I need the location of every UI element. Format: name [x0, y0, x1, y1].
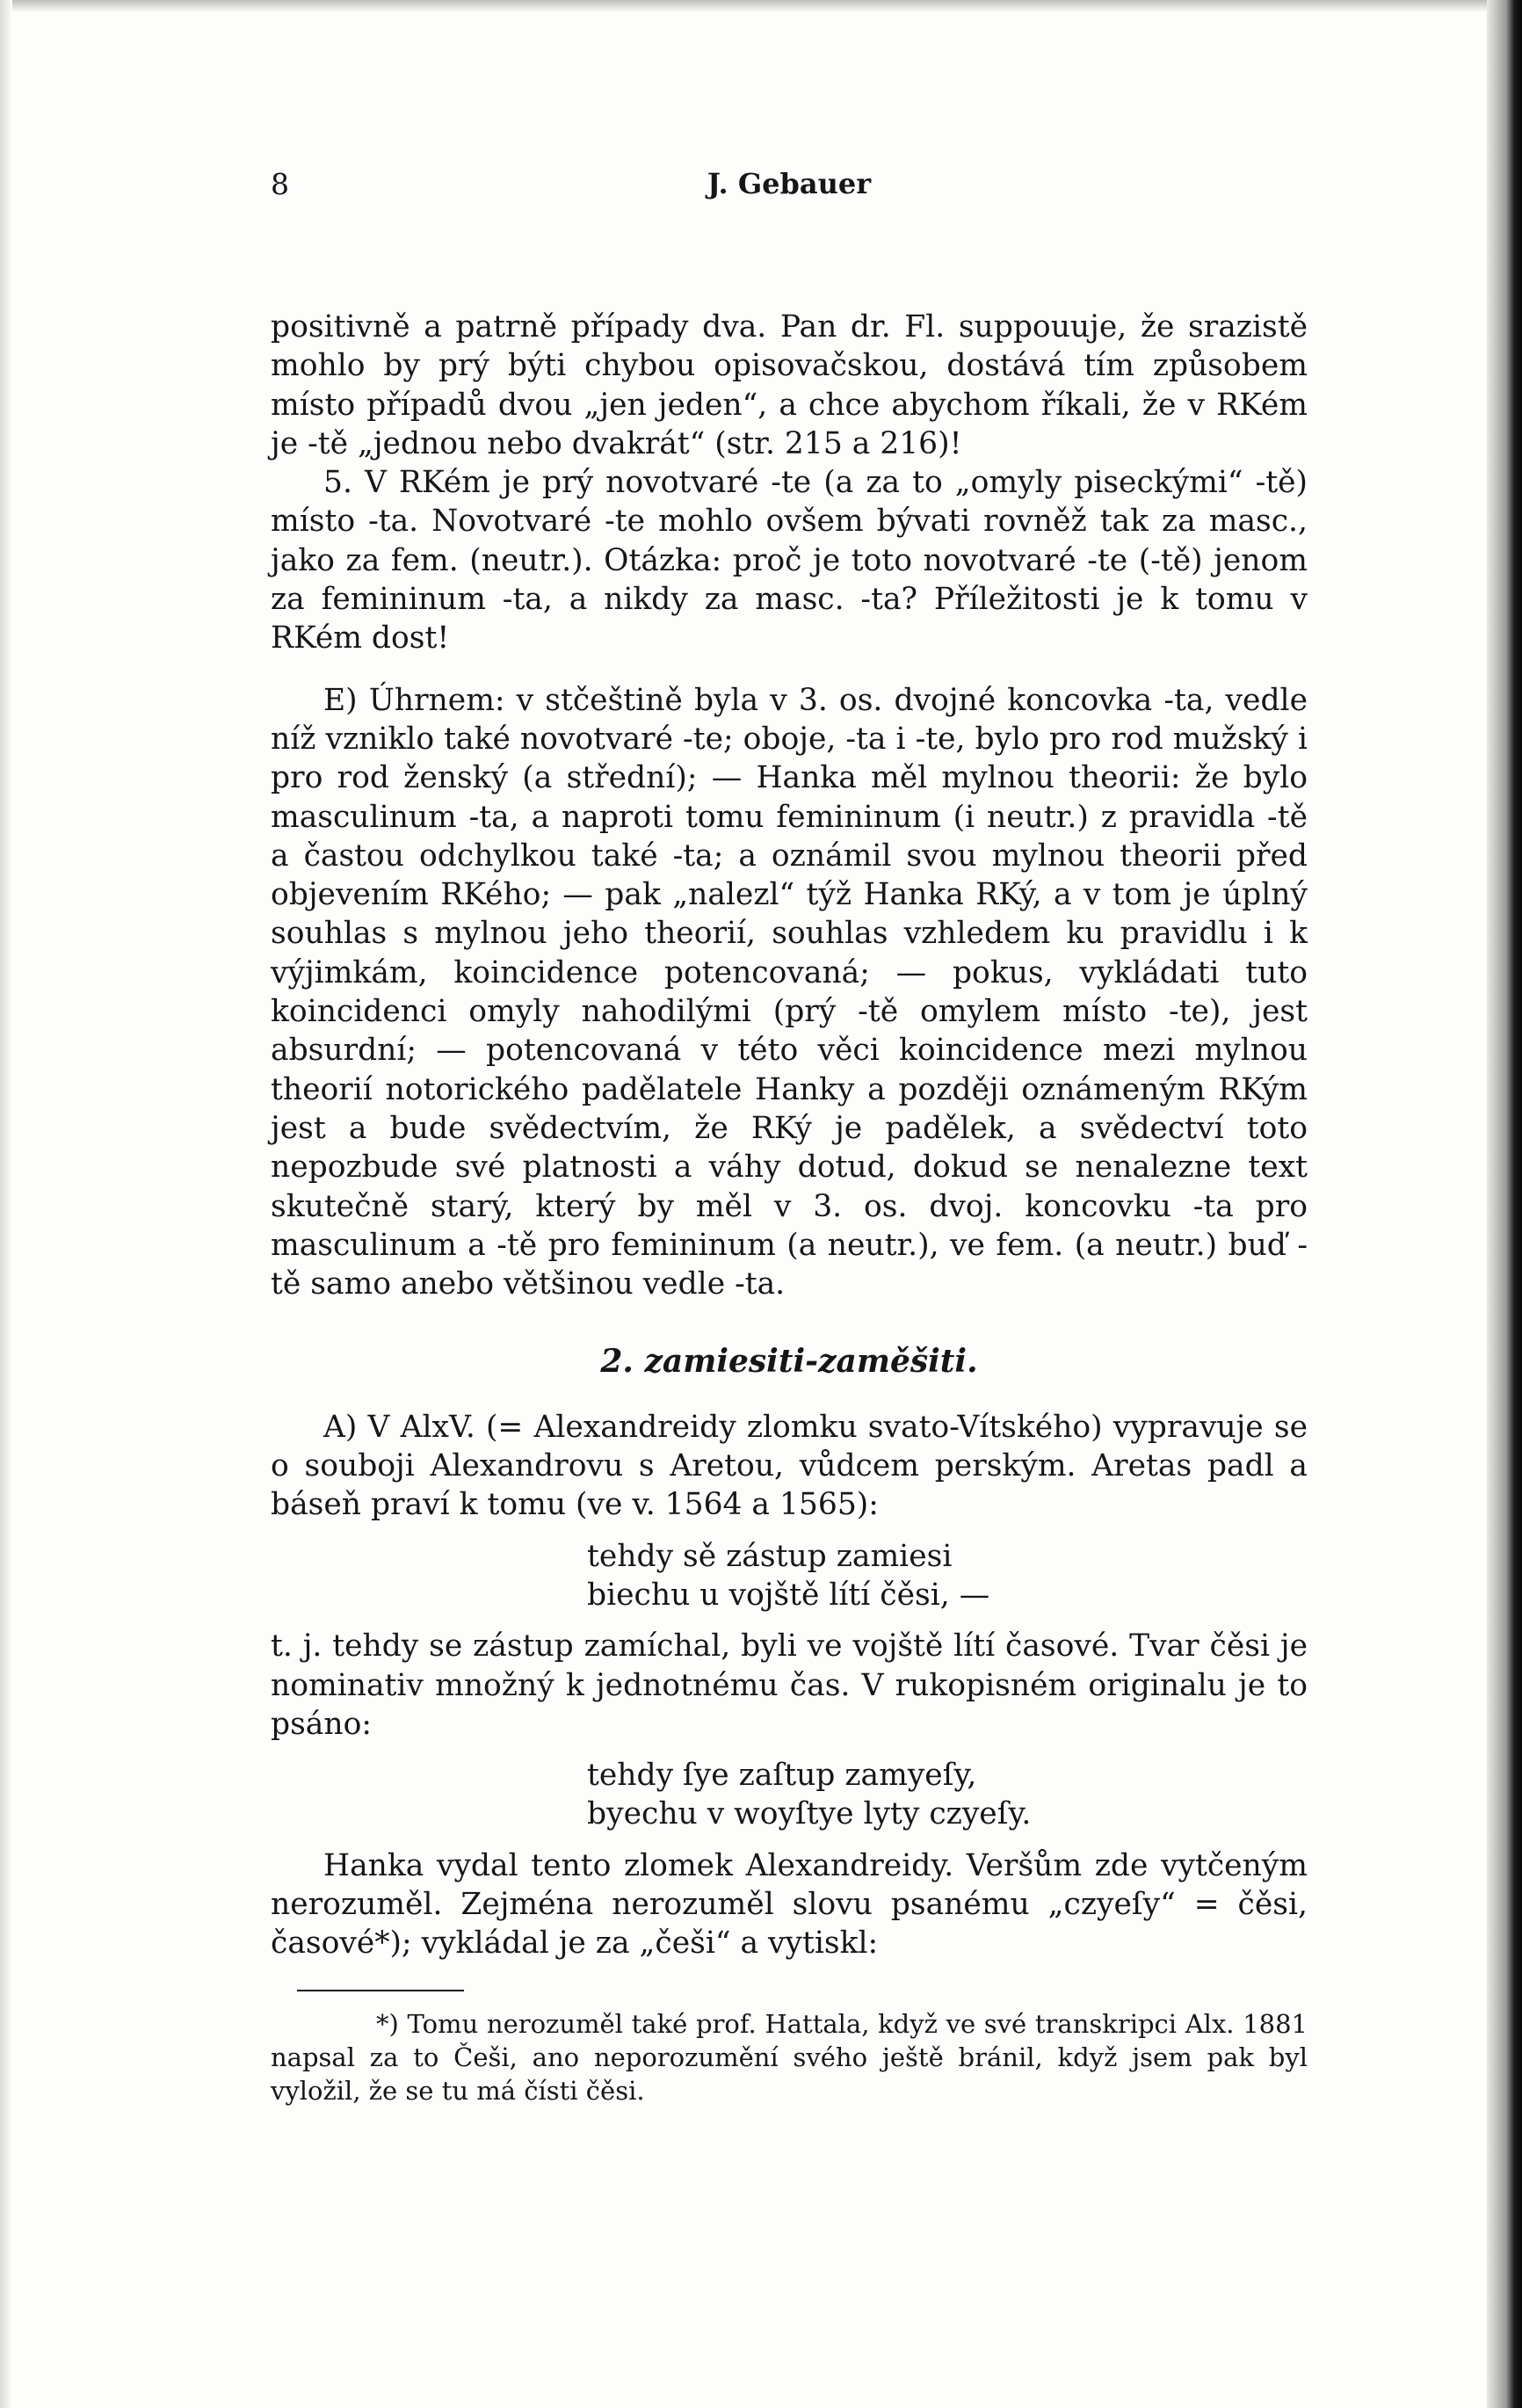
scan-shadow-right: [1487, 0, 1522, 2408]
scan-shadow-top: [0, 0, 1522, 12]
running-head: J. Gebauer: [707, 167, 872, 200]
page-number: 8: [271, 167, 289, 201]
verse-line: tehdy ſye zaſtup zamyeſy,: [587, 1758, 977, 1794]
verse-line: tehdy sě zástup zamiesi: [587, 1538, 953, 1574]
paragraph-2: 5. V RKém je prý novotvaré -te (a za to „omyly piseckými“ -tě) místo -ta. Novotvaré -te mohlo ovšem bývati rovněž tak za masc., jako za fem. (neutr.). Otázka: proč je toto novotvaré -te (-tě) jenom za femininum -ta, a nikdy za masc. -ta? Příležitosti je k tomu v RKém dost!: [271, 465, 1308, 656]
section-title: 2. zamiesiti-zaměšiti.: [600, 1343, 978, 1381]
paragraph-4: A) V AlxV. (= Alexandreidy zlomku svato-Vítského) vypravuje se o souboji Alexandrovu s Aretou, vůdcem perským. Aretas padl a báseň praví k tomu (ve v. 1564 a 1565):: [271, 1409, 1308, 1523]
verse-line: byechu v woyſtye lyty czyeſy.: [587, 1796, 1032, 1832]
verse-line: biechu u vojště lítí čěsi, —: [587, 1577, 990, 1613]
paragraph-1: positivně a patrně případy dva. Pan dr. Fl. suppouuje, že srazistě mohlo by prý býti chybou opisovačskou, dostává tím způsobem místo případů dvou „jen jeden“, a chce abychom říkali, že v RKém je -tě „jednou nebo dvakrát“ (str. 215 a 216)!: [271, 309, 1308, 461]
paragraph-3: E) Úhrnem: v stčeštině byla v 3. os. dvojné koncovka -ta, vedle níž vzniklo také novotvaré -te; oboje, -ta i -te, bylo pro rod mužský i pro rod ženský (a střední); — Hanka měl mylnou theorii: že bylo masculinum -ta, a naproti tomu femininum (i neutr.) z pravidla -tě a častou odchylkou také -ta; a oznámil svou mylnou theorii před objevením RKého; — pak „nalezl“ týž Hanka RKý, a v tom je úplný souhlas s mylnou jeho theorií, souhlas vzhledem ku pravidlu i k výjimkám, koincidence potencovaná; — pokus, vykládati tuto koincidenci omyly nahodilými (prý -tě omylem místo -te), jest absurdní; — potencovaná v této věci koincidence mezi mylnou theorií notorického padělatele Hanky a později oznámeným RKým jest a bude svědectvím, že RKý je padělek, a svědectví toto nepozbude své platnosti a váhy dotud, dokud se nenalezne text skutečně starý, který by měl v 3. os. dvoj. koncovku -ta pro masculinum a -tě pro femininum (a neutr.), ve fem. (a neutr.) buď -tě samo anebo většinou vedle -ta.: [271, 682, 1308, 1302]
page-header: [271, 155, 1308, 211]
body-text: [271, 308, 1308, 1963]
paragraph-5: t. j. tehdy se zástup zamíchal, byli ve vojště lítí časové. Tvar čěsi je nominativ množný k jednotnému čas. V rukopisném originalu je to psáno:: [271, 1628, 1308, 1742]
footnote-divider: [297, 1990, 464, 1991]
verse-quote-1: [587, 1537, 1308, 1615]
paragraph-6: Hanka vydal tento zlomek Alexandreidy. Veršům zde vytčeným nerozuměl. Zejména nerozuměl slovu psanému „czyeſy“ = čěsi, časové*); vykládal je za „češi“ a vytiskl:: [271, 1847, 1308, 1962]
footnote: *) Tomu nerozuměl také prof. Hattala, když ve své transkripci Alx. 1881 napsal za to Češi, ano neporozumění svého ještě bránil, když jsem pak byl vyložil, že se tu má čísti čěsi.: [271, 2008, 1308, 2106]
verse-quote-2: [587, 1756, 1308, 1834]
scan-shadow-left: [0, 0, 12, 2408]
book-page: [271, 155, 1308, 2107]
